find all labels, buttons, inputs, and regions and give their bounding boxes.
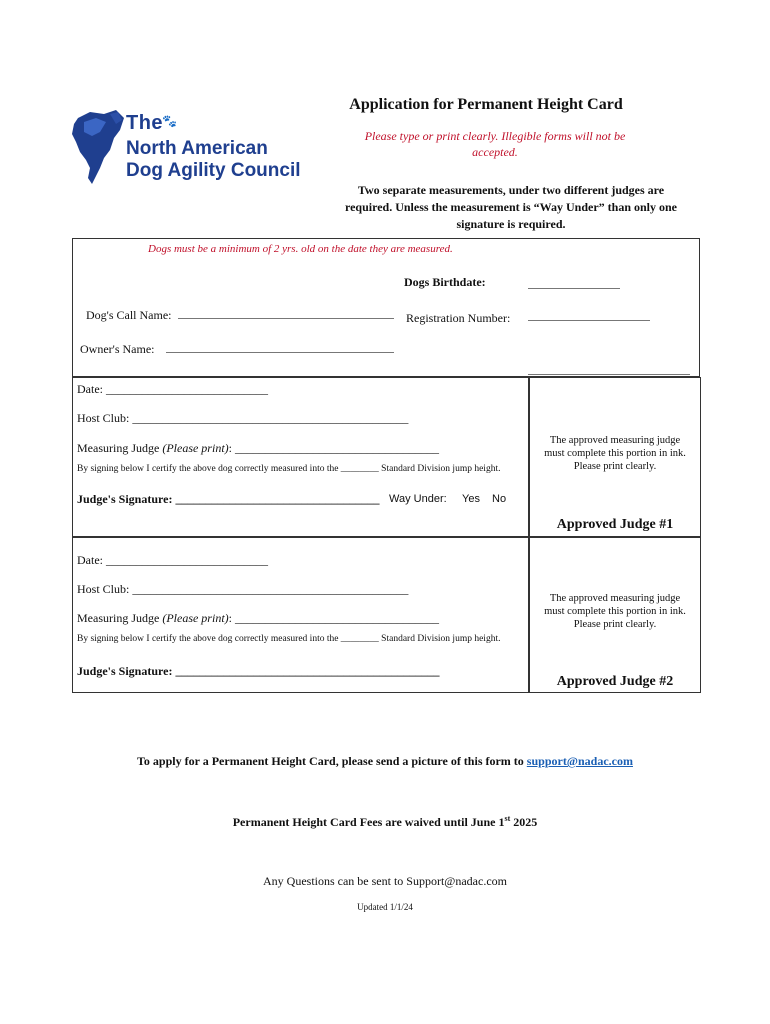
paw-icon: 🐾 <box>162 114 177 128</box>
m2-signature-field[interactable]: Judge's Signature: ____________________________________________ <box>77 664 440 678</box>
updated-date: Updated 1/1/24 <box>357 902 413 912</box>
birthdate-field[interactable] <box>528 288 620 289</box>
fees-text: Permanent Height Card Fees are waived until June 1 <box>232 815 505 829</box>
m2-host-club-field[interactable]: Host Club: ______________________________________________ <box>77 582 409 596</box>
j1-note-2: must complete this portion in ink. <box>544 448 686 459</box>
questions-contact: Any Questions can be sent to Support@nadac.com <box>262 874 507 888</box>
owner-name-field[interactable] <box>166 352 394 353</box>
logo-the: The <box>126 112 164 134</box>
judge-1-instructions <box>529 434 701 473</box>
registration-field[interactable] <box>528 320 650 321</box>
j2-note-2: must complete this portion in ink. <box>544 606 686 617</box>
m1-judge-italic: (Please print) <box>162 441 229 455</box>
fees-notice <box>0 814 770 830</box>
m1-judge-suffix: : __________________________________ <box>228 441 439 455</box>
j1-note-3: Please print clearly. <box>573 461 657 472</box>
m2-judge-italic: (Please print) <box>162 611 229 625</box>
registration-label: Registration Number: <box>406 311 511 325</box>
m2-measuring-judge-field[interactable] <box>77 611 439 626</box>
notice-line-3: signature is required. <box>456 217 566 231</box>
logo-line-1: North American <box>126 138 268 159</box>
m1-signature-field[interactable]: Judge's Signature: __________________________________ <box>77 492 380 506</box>
m2-date-field[interactable]: Date: ___________________________ <box>77 553 268 567</box>
page-title: Application for Permanent Height Card <box>349 96 623 113</box>
m2-certification: By signing below I certify the above dog correctly measured into the ________ Standard Division jump height. <box>77 634 501 644</box>
call-name-field[interactable] <box>178 318 394 319</box>
apply-instructions <box>0 754 770 769</box>
m1-no-option[interactable]: No <box>492 493 507 505</box>
m2-judge-prefix: Measuring Judge <box>77 611 163 625</box>
notice-line-2: required. Unless the measurement is “Way Under” than only one <box>344 200 677 214</box>
approved-judge-1-label: Approved Judge #1 <box>556 517 674 532</box>
warning-line-2: accepted. <box>472 145 518 159</box>
m2-judge-suffix: : __________________________________ <box>228 611 439 625</box>
j2-note-3: Please print clearly. <box>573 619 657 630</box>
m1-way-under-label: Way Under: <box>389 493 447 505</box>
measurement-1-section <box>72 377 529 537</box>
m1-host-club-field[interactable]: Host Club: ______________________________________________ <box>77 411 409 425</box>
nadac-logo <box>70 108 310 188</box>
apply-text: To apply for a Permanent Height Card, please send a picture of this form to <box>137 754 527 768</box>
legibility-warning <box>330 128 660 160</box>
warning-line-1: Please type or print clearly. Illegible forms will not be <box>364 129 626 143</box>
support-email-link[interactable]: support@nadac.com <box>526 754 633 768</box>
divider-line <box>528 374 690 375</box>
j1-note-1: The approved measuring judge <box>549 435 681 446</box>
fees-superscript: st <box>504 814 511 823</box>
birthdate-label: Dogs Birthdate: <box>404 275 486 289</box>
north-america-map-icon <box>70 108 128 188</box>
judge-2-instructions <box>529 592 701 631</box>
notice-line-1: Two separate measurements, under two different judges are <box>357 183 665 197</box>
logo-line-2: Dog Agility Council <box>126 160 301 181</box>
owner-name-label: Owner's Name: <box>80 342 155 356</box>
m1-measuring-judge-field[interactable] <box>77 441 439 456</box>
minimum-age-note: Dogs must be a minimum of 2 yrs. old on the date they are measured. <box>148 243 453 255</box>
approved-judge-2-label: Approved Judge #2 <box>556 674 674 689</box>
call-name-label: Dog's Call Name: <box>86 308 172 322</box>
j2-note-1: The approved measuring judge <box>549 593 681 604</box>
measurement-notice <box>320 182 702 233</box>
fees-year: 2025 <box>510 815 538 829</box>
m1-yes-option[interactable]: Yes <box>462 493 480 505</box>
m1-judge-prefix: Measuring Judge <box>77 441 163 455</box>
m1-certification: By signing below I certify the above dog correctly measured into the ________ Standard Division jump height. <box>77 464 501 474</box>
m1-date-field[interactable]: Date: ___________________________ <box>77 382 268 396</box>
